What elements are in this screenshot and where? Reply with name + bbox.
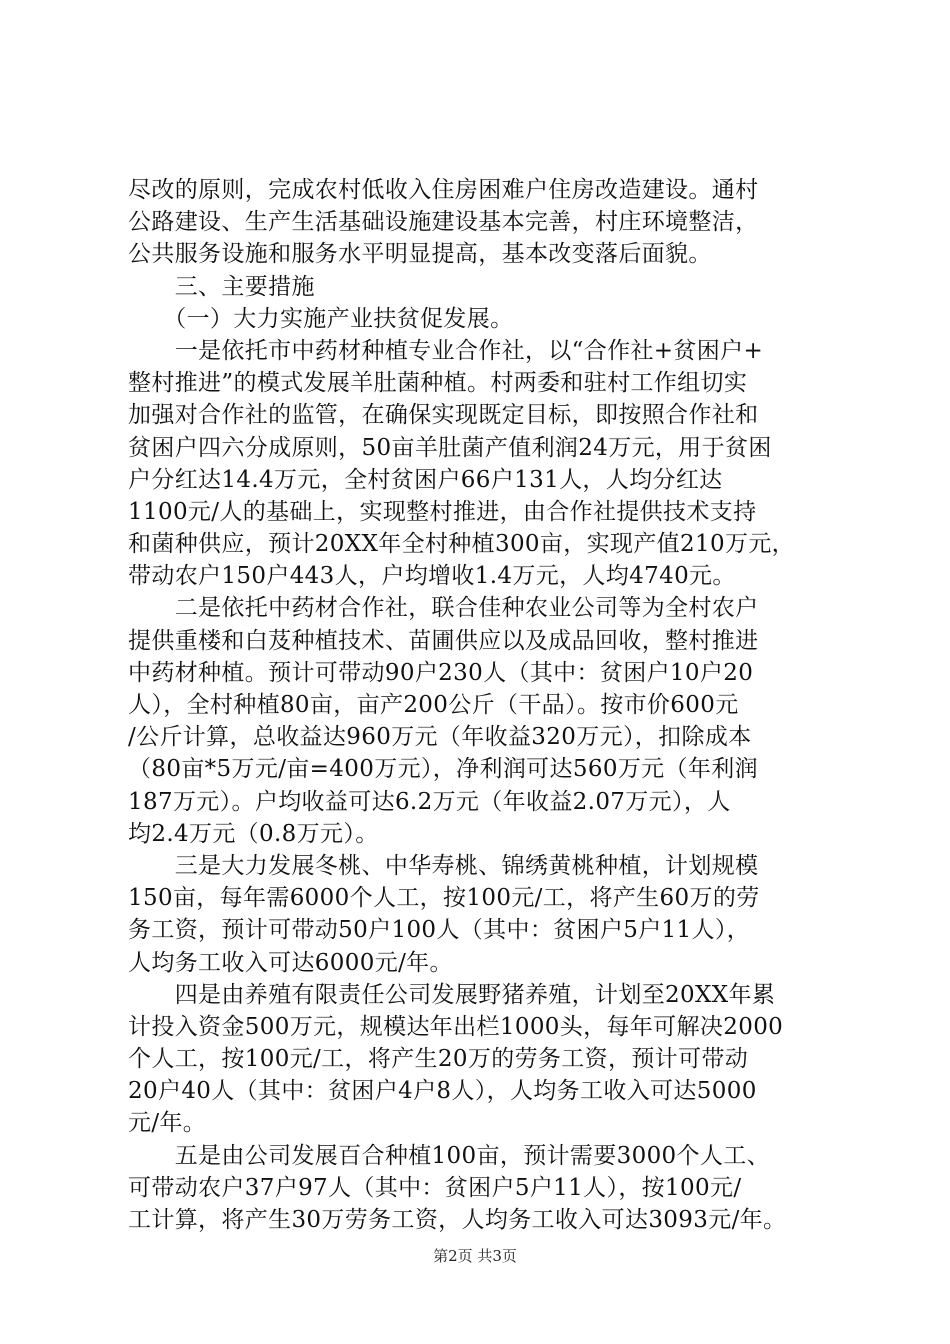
text-line: 户分红达14.4万元，全村贫困户66户131人，人均分红达 <box>128 466 723 493</box>
text-line: 五是由公司发展百合种植100亩，预计需要3000个人工、 <box>128 1142 770 1169</box>
text-line: 20户40人（其中：贫困户4户8人），人均务工收入可达5000 <box>128 1078 757 1105</box>
text-line: 均2.4万元（0.8万元）。 <box>128 820 379 847</box>
text-line: 公共服务设施和服务水平明显提高，基本改变落后面貌。 <box>128 241 712 268</box>
text-line: 尽改的原则，完成农村低收入住房困难户住房改造建设。通村 <box>128 177 759 203</box>
document-body <box>128 174 828 1236</box>
text-line: 1100元/人的基础上，实现整村推进，由合作社提供技术支持 <box>128 498 757 525</box>
text-line: 提供重楼和白芨种植技术、苗圃供应以及成品回收，整村推进 <box>128 627 759 654</box>
text-line: 可带动农户37户97人（其中：贫困户5户11人），按100元/ <box>128 1174 742 1201</box>
text-line: 工计算，将产生30万劳务工资，人均务工收入可达3093元/年。 <box>128 1207 787 1233</box>
text-line: 计投入资金500万元，规模达年出栏1000头，每年可解决2000 <box>128 1013 784 1040</box>
text-line: 150亩，每年需6000个人工，按100元/工，将产生60万的劳 <box>128 885 760 912</box>
text-line: 加强对合作社的监管，在确保实现既定目标，即按照合作社和 <box>128 402 759 429</box>
text-line: 二是依托中药材合作社，联合佳种农业公司等为全村农户 <box>128 595 759 622</box>
text-line: 人均务工收入可达6000元/年。 <box>128 949 453 976</box>
text-line: 带动农户150户443人，户均增收1.4万元，人均4740元。 <box>128 563 736 590</box>
page-footer: 第2页 共3页 <box>433 1247 517 1265</box>
text-line: 中药材种植。预计可带动90户230人（其中：贫困户10户20 <box>128 659 754 686</box>
text-line: （80亩*5万元/亩=400万元），净利润可达560万元（年利润 <box>128 756 758 783</box>
text-line: 整村推进”的模式发展羊肚菌种植。村两委和驻村工作组切实 <box>128 370 748 397</box>
text-line: 务工资，预计可带动50户100人（其中：贫困户5户11人）， <box>128 917 751 944</box>
text-line: 四是由养殖有限责任公司发展野猪养殖，计划至20XX年累 <box>128 981 776 1008</box>
text-line: 三是大力发展冬桃、中华寿桃、锦绣黄桃种植，计划规模 <box>128 852 759 879</box>
text-line: 人），全村种植80亩，亩产200公斤（干品）。按市价600元 <box>128 692 739 718</box>
text-line: /公斤计算，总收益达960万元（年收益320万元），扣除成本 <box>128 724 752 751</box>
text-line: 187万元）。户均收益可达6.2万元（年收益2.07万元），人 <box>128 788 731 815</box>
text-line: 贫困户四六分成原则，50亩羊肚菌产值利润24万元，用于贫困 <box>128 434 772 461</box>
text-line: 元/年。 <box>128 1110 207 1137</box>
subsection-heading: （一）大力实施产业扶贫促发展。 <box>128 305 514 332</box>
text-line: 个人工，按100元/工，将产生20万的劳务工资，预计可带动 <box>128 1046 749 1073</box>
text-line: 一是依托市中药材种植专业合作社，以“合作社+贫困户+ <box>128 337 764 364</box>
section-heading: 三、主要措施 <box>128 273 315 300</box>
text-line: 和菌种供应，预计20XX年全村种植300亩，实现产值210万元， <box>128 531 796 558</box>
text-line: 公路建设、生产生活基础设施建设基本完善，村庄环境整洁， <box>128 209 759 236</box>
